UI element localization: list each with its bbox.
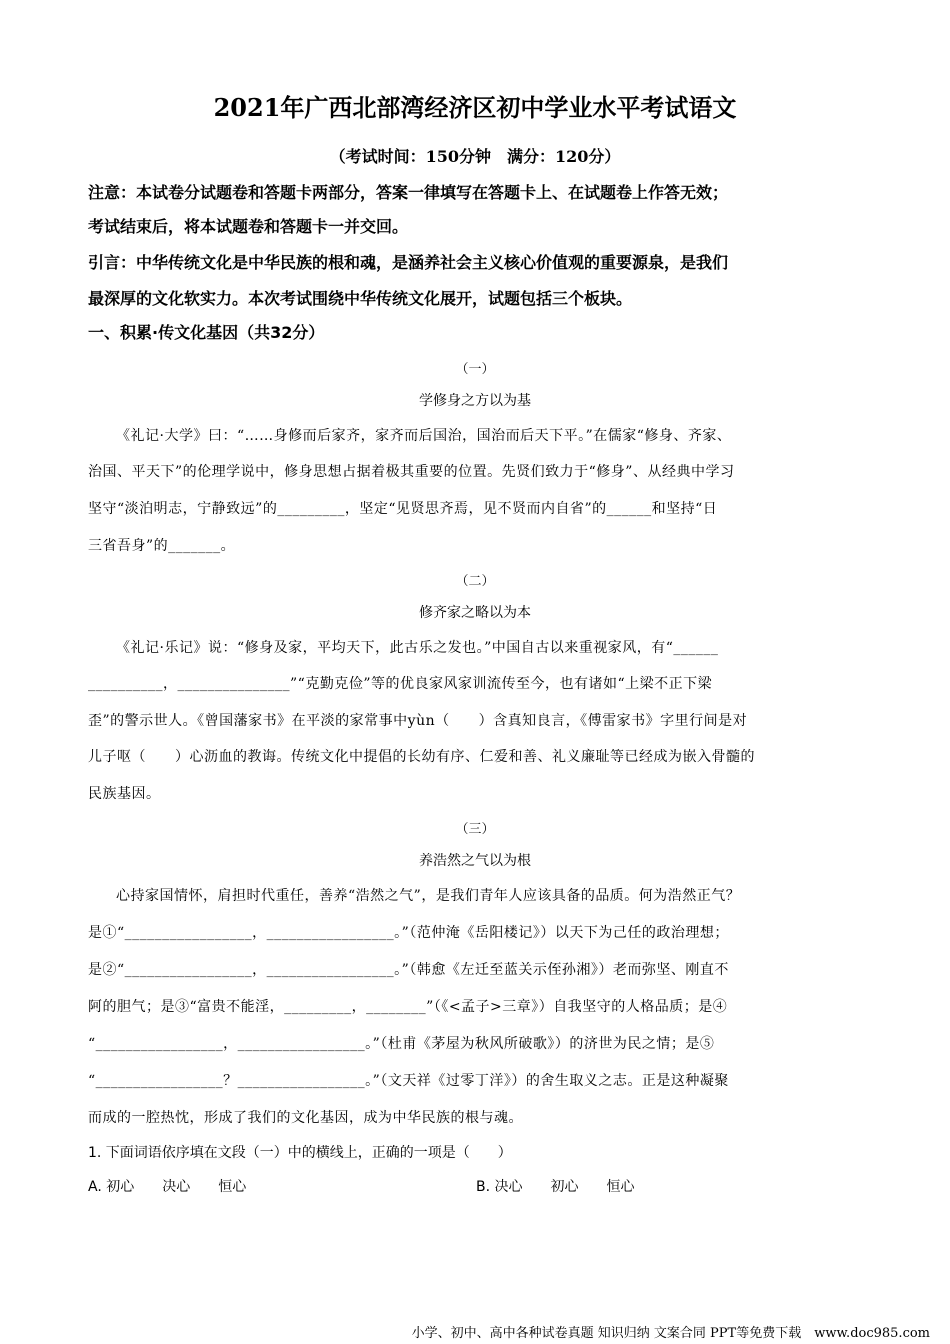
notice-line-2: 考试结束后，将本试题卷和答题卡一并交回。	[88, 217, 409, 236]
part3-line: 阿的胆气；是③“富贵不能淫，_________，________”（《<孟子>三章》）自我坚守的人格品质；是④	[88, 999, 728, 1015]
part3-line: 是②“_________________，_________________。”（韩愈《左迁至蓝关示侄孙湘》）老而弥坚、刚直不	[88, 962, 729, 978]
intro-line-2: 最深厚的文化软实力。本次考试围绕中华传统文化展开，试题包括三个板块。	[88, 289, 633, 308]
part2-label: （二）	[455, 574, 495, 589]
exam-info: （考试时间：150分钟 满分：120分）	[329, 147, 621, 166]
part3-label: （三）	[455, 822, 495, 837]
part3-line: “_________________？_________________。”（文天祥《过零丁洋》）的舍生取义之志。正是这种凝聚	[88, 1073, 729, 1089]
part3-line: “_________________，_________________。”（杜甫《茅屋为秋风所破歌》）的济世为民之情；是⑤	[88, 1036, 715, 1052]
part1-line: 治国、平天下”的伦理学说中，修身思想占据着极其重要的位置。先贤们致力于“修身”、从经典中学习	[88, 464, 735, 480]
footer-watermark: 小学、初中、高中各种试卷真题 知识归纳 文案合同 PPT等免费下载 www.doc985.com	[411, 1326, 930, 1341]
part2-line: __________，_______________”“克勤克俭”等的优良家风家训流传至今，也有诸如“上梁不正下梁	[88, 676, 713, 692]
part3-line: 是①“_________________，_________________。”（范仲淹《岳阳楼记》）以天下为己任的政治理想；	[88, 925, 729, 941]
part2-line: 歪”的警示世人。《曾国藩家书》在平淡的家常事中yùn（ ）含真知良言，《傅雷家书》字里行间是对	[88, 713, 748, 729]
part1-line: 三省吾身”的_______。	[88, 538, 236, 554]
part2-line: 民族基因。	[88, 786, 161, 802]
part2-line: 儿子呕（ ）心沥血的教诲。传统文化中提倡的长幼有序、仁爱和善、礼义廉耻等已经成为嵌入骨髓的	[88, 749, 755, 765]
part3-line: 而成的一腔热忱，形成了我们的文化基因，成为中华民族的根与魂。	[88, 1110, 523, 1126]
part2-line: 《礼记·乐记》说：“修身及家，平均天下，此古乐之发也。”中国自古以来重视家风，有“______	[116, 640, 719, 656]
part1-label: （一）	[455, 362, 495, 377]
part3-heading: 养浩然之气以为根	[419, 853, 531, 869]
part1-heading: 学修身之方以为基	[419, 393, 531, 409]
part3-line: 心持家国情怀，肩担时代重任，善养“浩然之气”，是我们青年人应该具备的品质。何为浩然正气？	[116, 888, 741, 904]
section-heading: 一、积累·传文化基因（共32分）	[88, 323, 325, 342]
page-title: 2021年广西北部湾经济区初中学业水平考试语文	[213, 93, 737, 122]
part2-heading: 修齐家之略以为本	[419, 605, 531, 621]
notice-line-1: 注意：本试卷分试题卷和答题卡两部分，答案一律填写在答题卡上、在试题卷上作答无效；	[88, 183, 729, 202]
question-1-stem: 1. 下面词语依序填在文段（一）中的横线上，正确的一项是（ ）	[88, 1145, 512, 1161]
intro-line-1: 引言：中华传统文化是中华民族的根和魂，是涵养社会主义核心价值观的重要源泉，是我们	[88, 253, 729, 272]
question-1-option-b[interactable]: B. 决心 初心 恒心	[476, 1179, 635, 1195]
part1-line: 《礼记·大学》曰：“……身修而后家齐，家齐而后国治，国治而后天下平。”在儒家“修身、齐家、	[116, 428, 732, 444]
question-1-option-a[interactable]: A. 初心 决心 恒心	[88, 1179, 247, 1195]
part1-line: 坚守“淡泊明志，宁静致远”的_________，坚定“见贤思齐焉，见不贤而内自省”的______和坚持“日	[88, 501, 718, 517]
